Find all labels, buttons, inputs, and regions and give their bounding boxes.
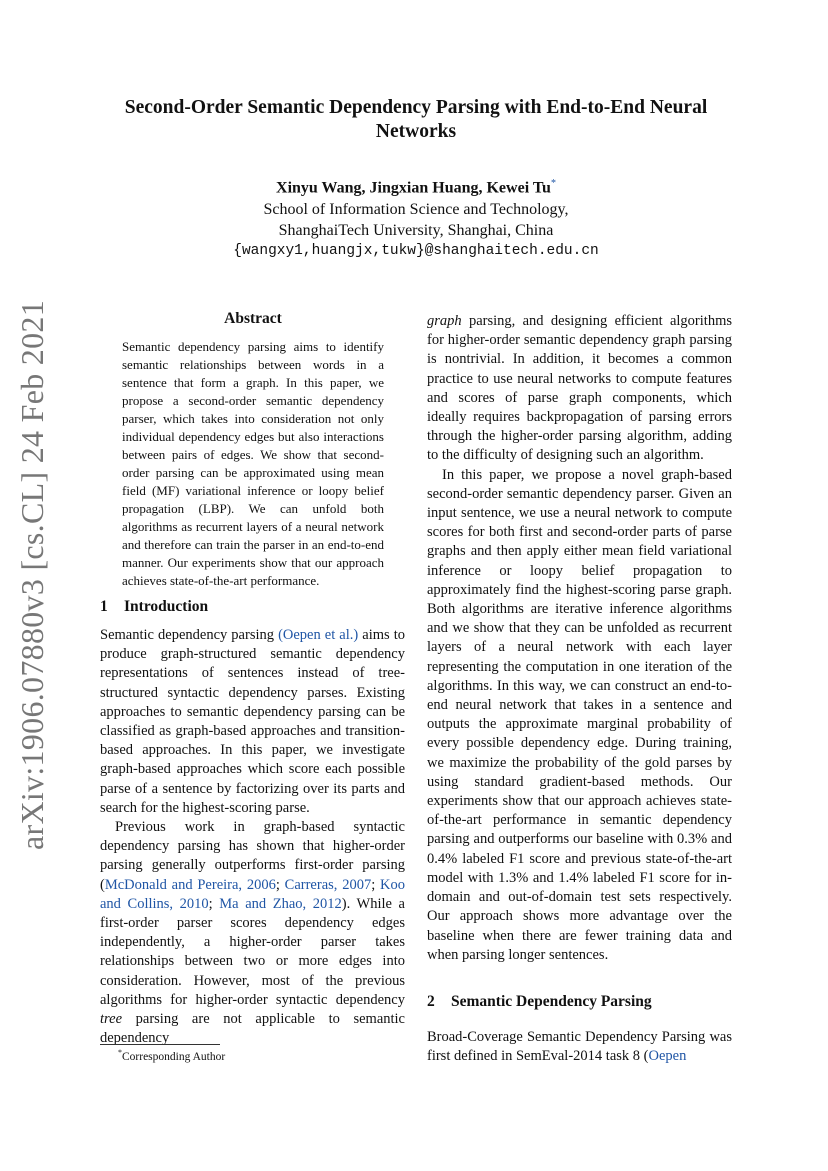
text-run: ; — [208, 895, 220, 912]
intro-paragraph-2 — [100, 818, 405, 1048]
abstract-text: Semantic dependency parsing aims to identify semantic relationships between words in a sentence that form a graph. In this paper, we propose a second-order semantic dependency parser, which takes into consideration not only individual dependency edges but also interactions between pairs of edges. We show that second-order parsing can be approximated using mean field (MF) variational inference or loopy belief propagation (LBP). We can unfold both algorithms as recurrent layers of a neural network and therefore can train the parser in an end-to-end manner. Our experiments show that our approach achieves state-of-the-art performance. — [122, 339, 384, 588]
text-run: Previous work in graph-based syntactic dependency parsing has shown that higher-order parsing generally outperforms first-order parsing ( — [100, 819, 405, 893]
section-1-number: 1 — [100, 598, 108, 615]
intro-paragraph-3: In this paper, we propose a novel graph-based second-order semantic dependency parser. Given an input sentence, we use a neural network to compute scores for both first and second-order parts of parse graphs and then apply either mean field variational inference or loopy belief propagation to approximately find the highest-scoring parse graph. Both algorithms are iterative inference algorithms and we show that they can be unfolded as recurrent layers of a neural network with each layer representing the computation in one iteration of the algorithms. In this way, we can construct an end-to-end neural network that takes in a sentence and outputs the approximate marginal probability of every possible dependency edge. During training, we maximize the probability of the gold parses by using standard gradient-based methods. Our experiments show that our approach achieves state-of-the-art performance in semantic dependency parsing and outperforms our baseline with 0.3% and 0.4% labeled F1 score and previous state-of-the-art model with 1.3% and 1.4% labeled F1 score for in-domain and out-of-domain test sets respectively. Our approach shows more advantage over the baseline when there are fewer training data and when parsing longer sentences. — [427, 466, 732, 963]
emphasis: graph — [427, 313, 462, 329]
right-column-body — [427, 312, 732, 965]
section-1-heading — [100, 598, 208, 616]
affiliation-line-2: ShanghaiTech University, Shanghai, China — [278, 222, 554, 240]
citation-mcdonald[interactable]: McDonald and Pereira, 2006 — [104, 876, 276, 893]
citation-carreras[interactable]: Carreras, 2007 — [284, 876, 372, 893]
text-run: parsing, and designing efficient algorithms for higher-order semantic dependency graph parsing is nontrivial. In addition, it becomes a common practice to use neural networks to compute features and scores of parse graph components, which ideally requires backpropagation of parsing errors through the higher-order parsing algorithm, adding to the difficulty of designing such an algorithm. — [427, 313, 732, 464]
section-2-paragraph-1 — [427, 1028, 732, 1066]
text-run: Broad-Coverage Semantic Dependency Parsing was first defined in SemEval-2014 task 8 ( — [427, 1029, 732, 1065]
section-2-number: 2 — [427, 993, 435, 1010]
text-run: Semantic dependency parsing — [100, 627, 279, 643]
citation-ma[interactable]: Ma and Zhao, 2012 — [219, 895, 342, 912]
citation-oepen-2[interactable]: Oepen — [648, 1048, 687, 1065]
text-run: ; — [371, 876, 381, 893]
footnote-rule — [100, 1044, 220, 1045]
corresponding-mark: * — [550, 178, 556, 189]
paper-title: Second-Order Semantic Dependency Parsing with End-to-End Neural Networks — [124, 97, 708, 142]
author-list: Xinyu Wang, Jingxian Huang, Kewei Tu — [276, 179, 551, 197]
left-column-body — [100, 626, 405, 1048]
text-run: ; — [275, 876, 285, 893]
author-block — [100, 173, 732, 262]
section-1-title: Introduction — [124, 598, 209, 615]
emphasis: tree — [100, 1011, 123, 1028]
affiliation-line-1: School of Information Science and Technology, — [263, 201, 569, 219]
intro-paragraph-2-continued — [427, 312, 732, 466]
text-run: parsing are not applicable to semantic dependency — [100, 1011, 405, 1047]
footnote-mark: * — [118, 1048, 122, 1057]
abstract-heading: Abstract — [224, 310, 282, 327]
text-run: ). While a first-order parser scores dependency edges independently, a higher-order parser takes relationships between two or more edges into consideration. However, most of the previous algorithms for higher-order syntactic dependency — [100, 895, 405, 1008]
citation-oepen[interactable]: (Oepen et al.) — [278, 627, 359, 643]
section-2-title: Semantic Dependency Parsing — [451, 993, 652, 1010]
author-emails: {wangxy1,huangjx,tukw}@shanghaitech.edu.cn — [233, 243, 599, 260]
author-names — [100, 173, 732, 199]
footnote — [118, 1048, 225, 1063]
text-run: aims to produce graph-structured semantic dependency representations of sentences instead of tree-structured syntactic dependency parses. Existing approaches to semantic dependency parsing can be classified as graph-based approaches and transition-based approaches. In this paper, we investigate graph-based approaches which score each possible parse of a sentence by factorizing over its parts and search for the highest-scoring parse. — [100, 627, 406, 816]
section-2-body — [427, 1028, 732, 1066]
section-2-heading — [427, 993, 652, 1011]
arxiv-identifier: arXiv:1906.07880v3 [cs.CL] 24 Feb 2021 — [14, 299, 50, 850]
citation-koo[interactable]: Koo and Collins, 2010 — [100, 876, 406, 912]
intro-paragraph-1 — [100, 626, 405, 818]
footnote-text: Corresponding Author — [122, 1050, 226, 1063]
